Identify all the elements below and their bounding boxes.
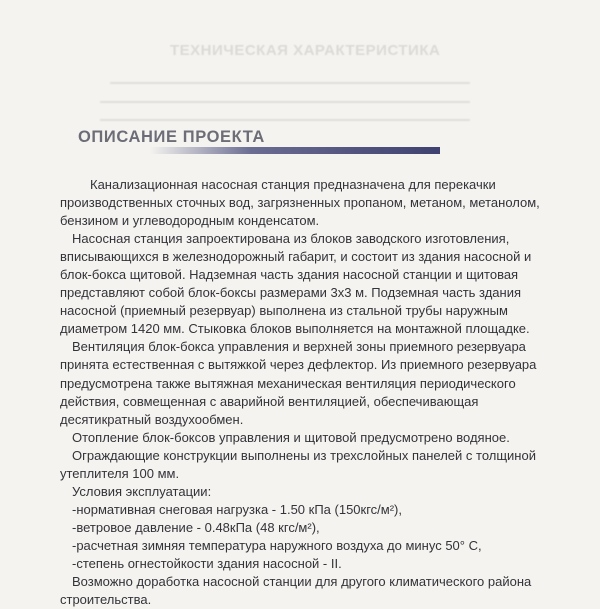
bleed-through-line xyxy=(100,101,470,103)
heading-accent-bar xyxy=(150,147,440,154)
bleed-through-line xyxy=(110,82,470,84)
paragraph-ventilation: Вентиляция блок-бокса управления и верхней зоны приемного резервуара принята естественная с вытяжкой через дефлектор. Из приемного резервуара предусмотрена также вытяжная механическая вентиляция периодического действия, совмещенная с аварийной вентиляцией, обеспечивающая десятикратный воздухообмен. xyxy=(60,339,537,427)
conditions-heading: Условия эксплуатации: xyxy=(72,483,212,499)
section-heading: ОПИСАНИЕ ПРОЕКТА xyxy=(78,128,265,146)
condition-item-wind-pressure: -ветровое давление - 0.48кПа (48 кгс/м²), xyxy=(72,519,320,535)
paragraph-walls: Ограждающие конструкции выполнены из трехслойных панелей с толщиной утеплителя 100 мм. xyxy=(60,447,536,481)
condition-item-winter-temperature: -расчетная зимняя температура наружного воздуха до минус 50° С, xyxy=(72,537,482,553)
paragraph-intro: Канализационная насосная станция предназначена для перекачки производственных сточных вод, загрязненных пропаном, метаном, метанолом, бензином и углеводородным конденсатом. xyxy=(60,177,540,229)
paragraph-construction: Насосная станция запроектирована из блоков заводского изготовления, вписывающихся в железнодорожный габарит, и состоит из здания насосной и блок-бокса щитовой. Надземная часть здания насосной станции и щитовая представляют собой блок-боксы размерами 3х3 м. Подземная часть здания насосной (приемный резервуар) выполнена из стальной трубы наружным диаметром 1420 мм. Стыковка блоков выполняется на монтажной площадке. xyxy=(60,231,532,337)
paragraph-heating: Отопление блок-боксов управления и щитовой предусмотрено водяное. xyxy=(72,429,510,445)
bleed-through-title: ТЕХНИЧЕСКАЯ ХАРАКТЕРИСТИКА xyxy=(170,42,441,59)
condition-item-fire-resistance: -степень огнестойкости здания насосной - II. xyxy=(72,555,342,571)
condition-item-snow-load: -нормативная снеговая нагрузка - 1.50 кПа (150кгс/м²), xyxy=(72,501,402,517)
bleed-through-line xyxy=(100,119,470,121)
paragraph-closing: Возможно доработка насосной станции для другого климатического района строительства. xyxy=(60,574,532,608)
project-description xyxy=(60,176,552,609)
